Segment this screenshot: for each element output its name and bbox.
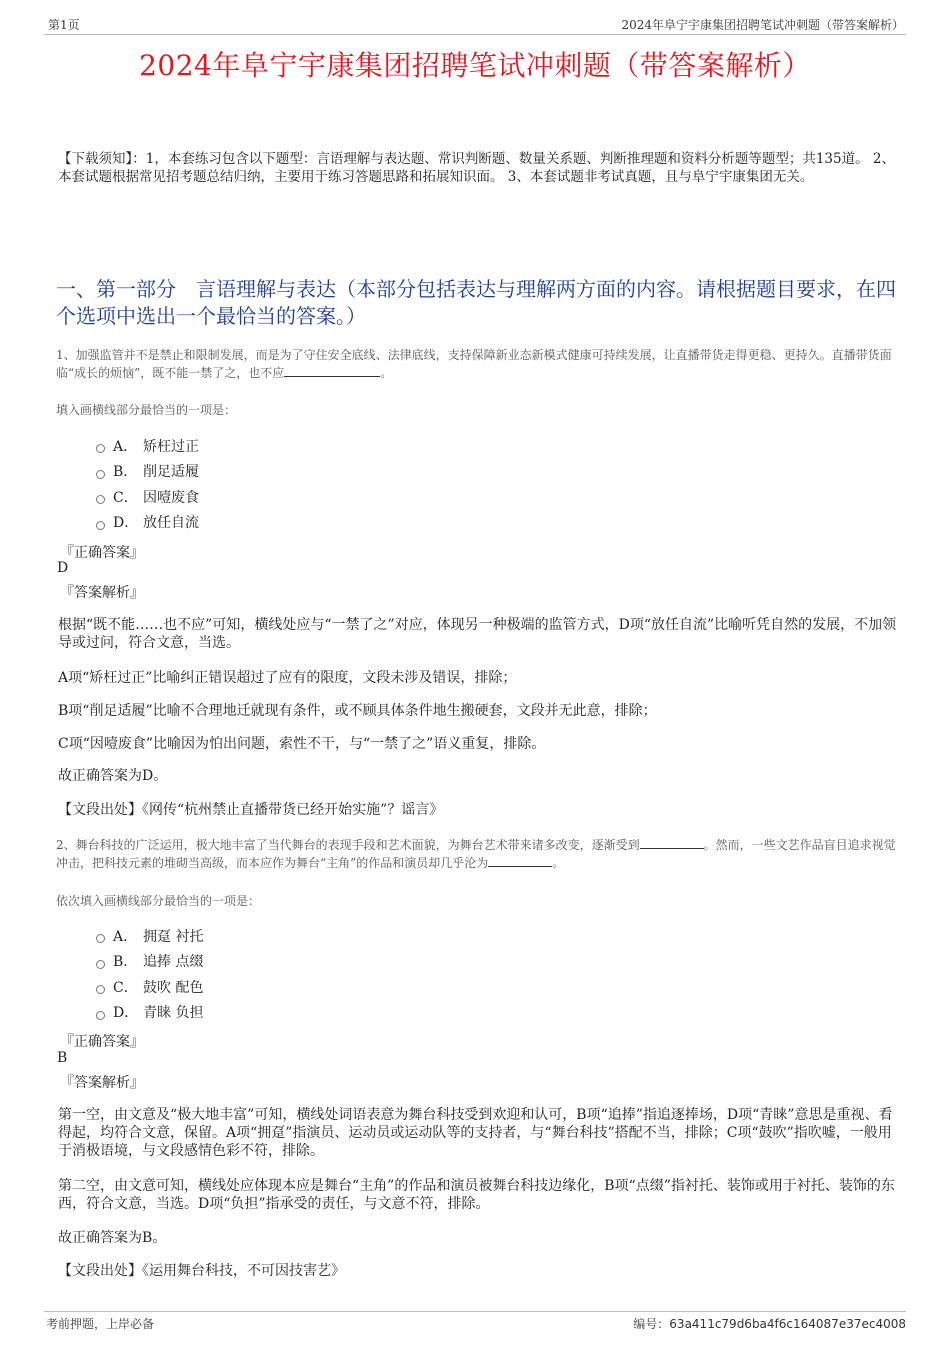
header-doc-title: 2024年阜宁宇康集团招聘笔试冲刺题（带答案解析） xyxy=(621,18,904,32)
explanation-paragraph: C项“因噎废食”比喻因为怕出问题，索性不干，与“一禁了之”语义重复，排除。 xyxy=(58,736,546,752)
radio-icon[interactable] xyxy=(96,1011,105,1020)
answer-blank xyxy=(640,838,704,849)
answer-blank xyxy=(488,856,552,867)
question-1-prompt: 填入画横线部分最恰当的一项是： xyxy=(56,403,237,417)
option-c[interactable]: C． 因噎废食 xyxy=(96,484,199,510)
correct-answer-label: 『正确答案』 xyxy=(60,545,144,561)
correct-answer: D xyxy=(57,560,69,576)
radio-icon[interactable] xyxy=(96,960,105,969)
radio-icon[interactable] xyxy=(96,470,105,479)
download-notice: 【下载须知】：1，本套练习包含以下题型：言语理解与表达题、常识判断题、数量关系题、判断推理题和资料分析题等题型；共135道。 2、本套试题根据常见招考题总结归纳，主要用于练习答题思路和拓展知识面。 3、本套试题非考试真题，且与阜宁宇康集团无关。 xyxy=(58,151,895,185)
analysis-label: 『答案解析』 xyxy=(60,585,144,601)
explanation-paragraph: B项“削足适履”比喻不合理地迁就现有条件，或不顾具体条件地生搬硬套，文段并无此意，排除； xyxy=(58,703,657,719)
radio-icon[interactable] xyxy=(96,934,105,943)
option-d[interactable]: D． 青睐 负担 xyxy=(96,1000,203,1026)
option-b[interactable]: B． 追捧 点缀 xyxy=(96,949,203,975)
question-2-stem: 2、舞台科技的广泛运用，极大地丰富了当代舞台的表现手段和艺术面貌，为舞台艺术带来诸多改变，逐渐受到 。然而，一些文艺作品盲目追求视觉冲击，把科技元素的堆砌当高级，而本应作为舞台“主角”的作品和演员却几乎沦为 。 xyxy=(56,838,896,870)
correct-answer-label: 『正确答案』 xyxy=(60,1034,144,1050)
analysis-label: 『答案解析』 xyxy=(60,1075,144,1091)
question-1-stem: 1、加强监管并不是禁止和限制发展，而是为了守住安全底线、法律底线，支持保障新业态新模式健康可持续发展，让直播带货走得更稳、更持久。直播带货面临“成长的烦恼”，既不能一禁了之，也不应 。 xyxy=(56,348,892,380)
explanation-paragraph: 根据“既不能……也不应”可知，横线处应与“一禁了之”对应，体现另一种极端的监管方式，D项“放任自流”比喻听凭自然的发展，不加领导或过问，符合文意，当选。 xyxy=(58,617,897,651)
radio-icon[interactable] xyxy=(96,521,105,530)
explanation-paragraph: 故正确答案为B。 xyxy=(58,1230,167,1246)
radio-icon[interactable] xyxy=(96,985,105,994)
correct-answer: B xyxy=(57,1050,68,1066)
option-d[interactable]: D． 放任自流 xyxy=(96,510,199,536)
explanation-paragraph: A项“矫枉过正”比喻纠正错误超过了应有的限度，文段未涉及错误，排除； xyxy=(58,670,517,686)
footer-slogan: 考前押题，上岸必备 xyxy=(46,1317,155,1331)
page-title: 2024年阜宁宇康集团招聘笔试冲刺题（带答案解析） xyxy=(139,49,811,82)
explanation-paragraph: 第一空，由文意及“极大地丰富”可知，横线处词语表意为舞台科技受到欢迎和认可，B项“追捧”指追逐捧场，D项“青睐”意思是重视、看得起，均符合文意，保留。A项“拥趸”指演员、运动员或运动队等的支持者，与“舞台科技”搭配不当，排除；C项“鼓吹”指吹嘘，一般用于消极语境，与文段感情色彩不符，排除。 xyxy=(58,1107,893,1159)
source-citation: 【文段出处】《网传“杭州禁止直播带货已经开始实施”？谣言》 xyxy=(58,802,444,818)
answer-blank xyxy=(284,366,380,377)
option-a[interactable]: A． 矫枉过正 xyxy=(96,433,199,459)
page-number: 第1页 xyxy=(48,18,80,32)
source-citation: 【文段出处】《运用舞台科技，不可因技害艺》 xyxy=(58,1263,345,1279)
explanation-paragraph: 故正确答案为D。 xyxy=(58,768,168,784)
radio-icon[interactable] xyxy=(96,444,105,453)
footer-code: 编号：63a411c79d6ba4f6c164087e37ec4008 xyxy=(633,1317,906,1331)
question-2-prompt: 依次填入画横线部分最恰当的一项是： xyxy=(56,894,261,908)
option-a[interactable]: A． 拥趸 衬托 xyxy=(96,923,203,949)
option-b[interactable]: B． 削足适履 xyxy=(96,459,199,485)
radio-icon[interactable] xyxy=(96,495,105,504)
explanation-paragraph: 第二空，由文意可知，横线处应体现本应是舞台“主角”的作品和演员被舞台科技边缘化，B项“点缀”指衬托、装饰或用于衬托、装饰的东西，符合文意，当选。D项“负担”指承受的责任，与文意不符，排除。 xyxy=(58,1178,895,1212)
section-title: 一、第一部分 言语理解与表达（本部分包括表达与理解两方面的内容。请根据题目要求，在四个选项中选出一个最恰当的答案。） xyxy=(56,277,896,328)
question-1-options xyxy=(96,433,199,535)
option-c[interactable]: C． 鼓吹 配色 xyxy=(96,974,203,1000)
page-header xyxy=(44,14,906,35)
question-2-options xyxy=(96,923,203,1025)
page-footer xyxy=(44,1311,906,1331)
